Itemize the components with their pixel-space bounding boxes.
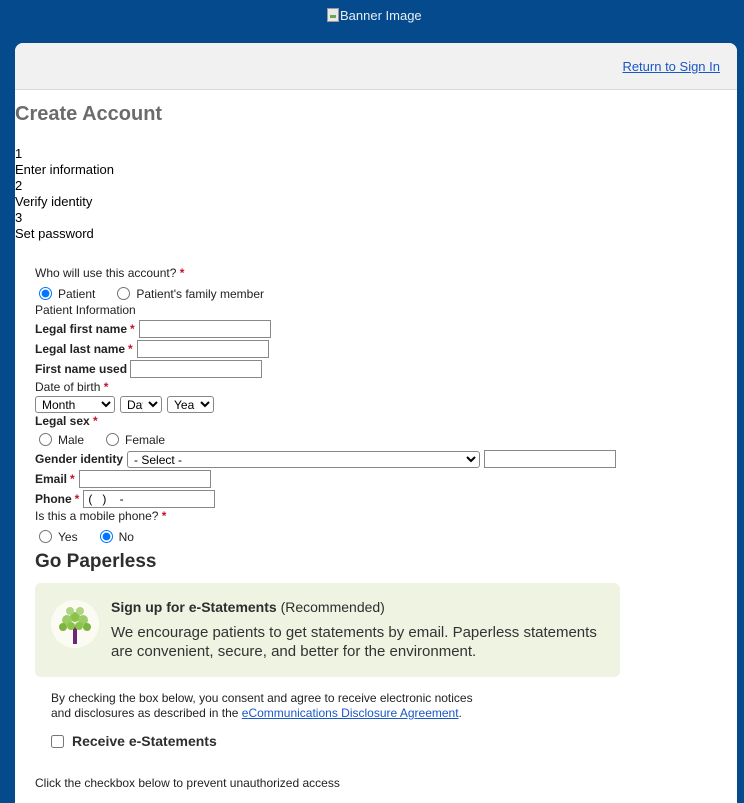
banner [0, 0, 744, 44]
mobile-option-yes[interactable]: Yes [35, 530, 78, 544]
gender-identity-other-input[interactable] [484, 450, 616, 468]
female-radio[interactable] [106, 433, 119, 446]
who-radio-group [35, 284, 675, 303]
mobile-option-no[interactable]: No [96, 530, 134, 544]
sex-radio-group [35, 430, 675, 449]
sex-option-female[interactable]: Female [102, 433, 165, 447]
who-question: Who will use this account? * [35, 266, 185, 280]
receive-e-statements-option[interactable]: Receive e-Statements [51, 733, 675, 749]
dob-year-select[interactable] [167, 396, 214, 413]
phone-row: Phone * ( ) - [35, 489, 675, 509]
dob-selects [35, 396, 675, 414]
who-option-patient[interactable]: Patient [35, 287, 95, 301]
first-name-row: Legal first name * [35, 319, 675, 339]
step-2-number: 2 [15, 178, 23, 193]
page-title: Create Account [15, 103, 163, 125]
who-option-family[interactable]: Patient's family member [113, 287, 264, 301]
gender-identity-row: Gender identity - Select - [35, 449, 675, 469]
consent-text: By checking the box below, you consent and agree to receive electronic notices and disclosures as described in the eCommunications Disclosure Agreement. [51, 691, 473, 720]
first-name-used-row: First name used [35, 359, 675, 379]
banner-alt-text: Banner Image [340, 7, 422, 23]
captcha-note: Click the checkbox below to prevent unauthorized access [35, 776, 340, 790]
sex-label: Legal sex * [35, 414, 98, 428]
step-2-label: Verify identity [15, 194, 93, 209]
receive-e-statements-checkbox[interactable] [51, 735, 64, 748]
tree-icon [51, 600, 99, 648]
section-label: Patient Information [35, 303, 136, 317]
family-member-radio[interactable] [117, 287, 130, 300]
step-3-number: 3 [15, 210, 23, 225]
top-bar [15, 43, 737, 90]
legal-first-name-input[interactable] [139, 320, 271, 338]
ecommunications-disclosure-link[interactable]: eCommunications Disclosure Agreement [241, 706, 459, 720]
e-statements-title: Sign up for e-Statements (Recommended) [111, 599, 385, 615]
banner-image [327, 7, 422, 23]
gender-identity-select[interactable] [127, 451, 480, 468]
e-statements-box [35, 583, 620, 677]
step-1-number: 1 [15, 146, 23, 161]
broken-image-icon [327, 8, 339, 22]
mobile-no-radio[interactable] [100, 530, 113, 543]
sex-option-male[interactable]: Male [35, 433, 84, 447]
main-card [15, 43, 737, 803]
legal-last-name-input[interactable] [137, 340, 269, 358]
dob-label: Date of birth * [35, 380, 109, 394]
step-3-label: Set password [15, 226, 94, 241]
go-paperless-heading: Go Paperless [35, 551, 157, 572]
last-name-row: Legal last name * [35, 339, 675, 359]
email-row: Email * [35, 469, 675, 489]
email-input[interactable] [79, 470, 211, 488]
e-statements-description: We encourage patients to get statements by email. Paperless statements are convenient, secure, and better for the environment. [111, 624, 597, 660]
mobile-question: Is this a mobile phone? * [35, 509, 167, 523]
patient-radio[interactable] [39, 287, 52, 300]
account-form [35, 265, 675, 790]
mobile-radio-group [35, 527, 675, 546]
dob-month-select[interactable] [35, 396, 115, 413]
male-radio[interactable] [39, 433, 52, 446]
mobile-yes-radio[interactable] [39, 530, 52, 543]
step-1-label: Enter information [15, 162, 114, 177]
steps-indicator [15, 146, 114, 242]
first-name-used-input[interactable] [130, 360, 262, 378]
return-to-sign-in-link[interactable]: Return to Sign In [622, 59, 720, 74]
phone-input[interactable] [83, 490, 215, 508]
dob-day-select[interactable] [120, 396, 162, 413]
